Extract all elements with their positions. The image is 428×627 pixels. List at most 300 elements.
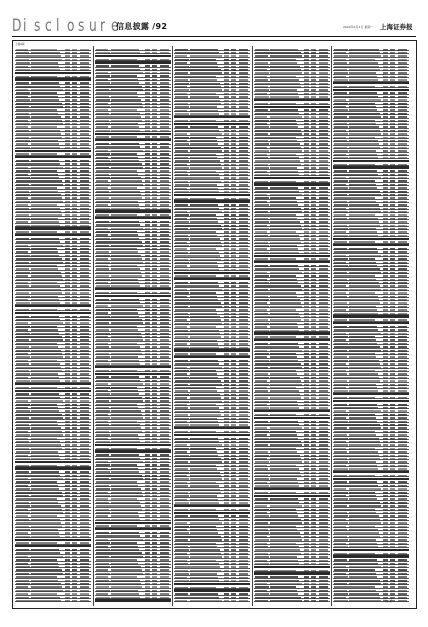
table-cell: [239, 468, 248, 470]
table-cell: [111, 363, 140, 365]
table-cell: [334, 147, 347, 149]
column-divider: [252, 46, 253, 606]
table-cell: [390, 468, 395, 470]
table-cell: [270, 309, 296, 311]
table-cell: [311, 147, 316, 149]
table-cell: [334, 140, 347, 142]
table-cell: [31, 116, 61, 118]
table-cell: [190, 262, 217, 264]
table-cell: [311, 580, 316, 582]
table-cell: [304, 208, 309, 210]
table-cell: [152, 305, 157, 307]
table-cell: [96, 160, 110, 162]
table-cell: [255, 218, 268, 220]
wordmark-letter: i: [23, 16, 27, 36]
table-cell: [16, 353, 28, 355]
table-cell: [111, 509, 142, 511]
table-cell: [239, 292, 248, 294]
table-cell: [72, 194, 77, 196]
table-cell: [224, 313, 229, 315]
table-cell: [383, 553, 388, 555]
table-cell: [319, 475, 328, 477]
table-cell: [255, 160, 270, 162]
table-cell: [16, 218, 30, 220]
table-cell: [111, 59, 137, 61]
table-cell: [334, 336, 348, 338]
table-cell: [152, 583, 157, 585]
table-cell: [319, 164, 328, 166]
table-cell: [145, 86, 150, 88]
table-cell: [111, 573, 143, 575]
table-cell: [311, 536, 316, 538]
table-cell: [145, 150, 150, 152]
continued-from-label: 上接A版: [15, 43, 25, 46]
table-row-emphasis: [333, 400, 409, 402]
table-cell: [304, 55, 309, 57]
table-cell: [72, 346, 77, 348]
table-cell: [145, 143, 150, 145]
table-cell: [383, 120, 388, 122]
table-cell: [311, 468, 316, 470]
table-cell: [349, 228, 376, 230]
table-cell: [175, 458, 190, 460]
table-cell: [72, 113, 77, 115]
table-cell: [65, 76, 70, 78]
table-cell: [383, 302, 388, 304]
table-cell: [111, 275, 142, 277]
table-cell: [65, 309, 70, 311]
table-cell: [383, 431, 388, 433]
table-cell: [398, 553, 407, 555]
table-cell: [383, 279, 388, 281]
table-cell: [398, 211, 407, 213]
table-cell: [111, 397, 142, 399]
table-cell: [175, 262, 189, 264]
table-cell: [231, 59, 236, 61]
table-cell: [175, 343, 187, 345]
table-cell: [334, 397, 347, 399]
table-cell: [334, 543, 346, 545]
table-cell: [270, 79, 299, 81]
table-cell: [190, 140, 217, 142]
table-cell: [175, 438, 188, 440]
table-cell: [190, 316, 220, 318]
table-cell: [145, 417, 150, 419]
table-cell: [383, 546, 388, 548]
table-cell: [231, 174, 236, 176]
table-cell: [398, 69, 407, 71]
table-cell: [398, 417, 407, 419]
table-cell: [224, 367, 229, 369]
table-cell: [31, 109, 57, 111]
table-cell: [145, 580, 150, 582]
table-cell: [96, 525, 109, 527]
table-cell: [255, 475, 268, 477]
table-cell: [224, 573, 229, 575]
table-cell: [16, 69, 30, 71]
table-cell: [383, 407, 388, 409]
table-cell: [175, 302, 190, 304]
table-cell: [319, 313, 328, 315]
table-cell: [31, 380, 60, 382]
table-cell: [334, 285, 346, 287]
table-cell: [72, 549, 77, 551]
table-cell: [16, 137, 29, 139]
table-cell: [16, 563, 28, 565]
table-cell: [16, 82, 29, 84]
table-cell: [239, 275, 248, 277]
table-cell: [224, 86, 229, 88]
table-cell: [160, 393, 169, 395]
table-cell: [239, 556, 248, 558]
table-cell: [72, 363, 77, 365]
table-cell: [190, 384, 222, 386]
table-cell: [311, 289, 316, 291]
table-cell: [334, 360, 348, 362]
table-cell: [231, 397, 236, 399]
table-cell: [152, 241, 157, 243]
table-cell: [383, 319, 388, 321]
table-cell: [96, 279, 110, 281]
table-cell: [96, 380, 111, 382]
table-cell: [16, 268, 29, 270]
table-cell: [319, 137, 328, 139]
table-cell: [16, 397, 31, 399]
table-cell: [80, 133, 89, 135]
table-cell: [239, 140, 248, 142]
table-cell: [311, 299, 316, 301]
table-cell: [398, 543, 407, 545]
table-cell: [65, 120, 70, 122]
table-cell: [96, 573, 110, 575]
table-cell: [255, 123, 267, 125]
table-cell: [175, 515, 188, 517]
table-cell: [319, 221, 328, 223]
table-cell: [311, 553, 316, 555]
table-cell: [311, 208, 316, 210]
table-cell: [231, 96, 236, 98]
table-cell: [111, 498, 137, 500]
table-cell: [224, 89, 229, 91]
table-cell: [190, 519, 219, 521]
table-cell: [390, 59, 395, 61]
table-cell: [175, 424, 189, 426]
table-cell: [72, 519, 77, 521]
table-cell: [175, 401, 189, 403]
wordmark-letter: r: [100, 16, 106, 36]
table-cell: [349, 113, 380, 115]
table-cell: [270, 458, 301, 460]
table-cell: [65, 481, 70, 483]
table-cell: [239, 174, 248, 176]
table-cell: [152, 350, 157, 352]
table-cell: [111, 72, 143, 74]
table-cell: [111, 532, 139, 534]
table-cell: [160, 481, 169, 483]
table-cell: [398, 505, 407, 507]
table-cell: [270, 313, 299, 315]
table-cell: [349, 458, 380, 460]
table-cell: [190, 587, 216, 589]
table-cell: [311, 529, 316, 531]
table-cell: [304, 228, 309, 230]
table-cell: [224, 55, 229, 57]
table-cell: [175, 316, 189, 318]
table-cell: [304, 248, 309, 250]
table-cell: [398, 265, 407, 267]
table-cell: [160, 488, 169, 490]
table-cell: [145, 59, 150, 61]
table-cell: [65, 505, 70, 507]
table-cell: [270, 228, 302, 230]
table-cell: [65, 238, 70, 240]
table-cell: [111, 255, 141, 257]
table-cell: [398, 120, 407, 122]
table-cell: [111, 424, 140, 426]
table-cell: [145, 333, 150, 335]
table-cell: [145, 282, 150, 284]
table-cell: [65, 410, 70, 412]
table-cell: [239, 103, 248, 105]
table-cell: [31, 126, 57, 128]
table-cell: [31, 329, 58, 331]
table-cell: [72, 272, 77, 274]
table-cell: [152, 495, 157, 497]
table-cell: [311, 367, 316, 369]
table-cell: [383, 414, 388, 416]
table-cell: [231, 231, 236, 233]
table-cell: [160, 434, 169, 436]
table-cell: [72, 498, 77, 500]
table-cell: [72, 431, 77, 433]
table-row-emphasis: [333, 478, 409, 480]
table-column: [15, 46, 91, 606]
table-cell: [16, 245, 28, 247]
table-cell: [255, 62, 268, 64]
table-cell: [145, 586, 150, 588]
table-cell: [152, 103, 157, 105]
table-cell: [398, 99, 407, 101]
table-cell: [16, 76, 29, 78]
table-cell: [231, 499, 236, 501]
table-cell: [398, 147, 407, 149]
table-cell: [231, 553, 236, 555]
table-cell: [398, 62, 407, 64]
table-cell: [31, 576, 57, 578]
table-cell: [152, 285, 157, 287]
table-cell: [224, 171, 229, 173]
table-cell: [383, 268, 388, 270]
table-cell: [311, 164, 316, 166]
table-cell: [304, 171, 309, 173]
table-cell: [398, 313, 407, 315]
table-cell: [270, 472, 300, 474]
table-cell: [383, 143, 388, 145]
table-cell: [160, 407, 169, 409]
table-cell: [255, 373, 268, 375]
table-cell: [31, 580, 58, 582]
table-cell: [311, 309, 316, 311]
table-cell: [111, 150, 143, 152]
table-cell: [31, 208, 60, 210]
table-cell: [304, 485, 309, 487]
table-cell: [398, 197, 407, 199]
table-cell: [175, 255, 190, 257]
table-cell: [311, 570, 316, 572]
table-cell: [16, 167, 28, 169]
table-cell: [311, 201, 316, 203]
table-cell: [255, 109, 268, 111]
table-cell: [239, 316, 248, 318]
table-cell: [270, 397, 301, 399]
table-cell: [31, 498, 57, 500]
table-cell: [80, 451, 89, 453]
table-cell: [160, 363, 169, 365]
table-cell: [65, 251, 70, 253]
table-row-emphasis: [174, 349, 250, 351]
table-cell: [311, 377, 316, 379]
table-cell: [390, 458, 395, 460]
table-cell: [239, 113, 248, 115]
table-cell: [304, 313, 309, 315]
table-cell: [349, 123, 376, 125]
table-cell: [224, 309, 229, 311]
table-cell: [224, 411, 229, 413]
table-cell: [383, 187, 388, 189]
table-cell: [239, 421, 248, 423]
table-cell: [152, 363, 157, 365]
table-cell: [111, 583, 141, 585]
table-cell: [190, 228, 222, 230]
table-cell: [270, 563, 299, 565]
table-cell: [270, 201, 297, 203]
table-cell: [390, 197, 395, 199]
table-cell: [334, 431, 349, 433]
table-cell: [349, 268, 380, 270]
table-cell: [319, 120, 328, 122]
table-cell: [383, 69, 388, 71]
table-cell: [224, 228, 229, 230]
table-cell: [175, 143, 189, 145]
table-row-emphasis: [174, 512, 250, 514]
table-cell: [65, 404, 70, 406]
table-cell: [72, 255, 77, 257]
table-cell: [111, 580, 140, 582]
table-cell: [160, 546, 169, 548]
table-cell: [160, 424, 169, 426]
table-cell: [152, 265, 157, 267]
table-cell: [72, 471, 77, 473]
table-cell: [72, 583, 77, 585]
table-cell: [80, 106, 89, 108]
table-cell: [334, 170, 347, 172]
table-cell: [175, 265, 187, 267]
table-cell: [398, 410, 407, 412]
table-cell: [152, 238, 157, 240]
table-cell: [31, 238, 59, 240]
table-cell: [65, 174, 70, 176]
table-cell: [160, 370, 169, 372]
table-cell: [304, 167, 309, 169]
table-cell: [231, 532, 236, 534]
table-cell: [304, 116, 309, 118]
table-cell: [390, 302, 395, 304]
table-cell: [304, 370, 309, 372]
table-cell: [16, 296, 30, 298]
table-cell: [334, 137, 346, 139]
table-cell: [349, 143, 379, 145]
table-cell: [145, 116, 150, 118]
table-cell: [31, 387, 57, 389]
table-cell: [311, 397, 316, 399]
table-cell: [175, 49, 188, 51]
table-cell: [190, 441, 219, 443]
table-cell: [383, 343, 388, 345]
table-cell: [175, 414, 188, 416]
table-cell: [96, 590, 110, 592]
table-cell: [31, 350, 61, 352]
table-cell: [255, 76, 267, 78]
table-cell: [145, 427, 150, 429]
table-cell: [270, 515, 298, 517]
table-cell: [190, 465, 216, 467]
table-cell: [160, 556, 169, 558]
table-cell: [319, 407, 328, 409]
table-cell: [383, 275, 388, 277]
table-cell: [72, 448, 77, 450]
table-cell: [255, 72, 269, 74]
table-cell: [31, 417, 63, 419]
table-cell: [80, 434, 89, 436]
table-cell: [304, 319, 309, 321]
table-cell: [72, 69, 77, 71]
table-cell: [96, 498, 108, 500]
table-cell: [311, 109, 316, 111]
table-cell: [72, 116, 77, 118]
table-cell: [311, 272, 316, 274]
table-cell: [72, 552, 77, 554]
table-cell: [152, 390, 157, 392]
table-cell: [334, 343, 348, 345]
table-cell: [304, 123, 309, 125]
table-cell: [175, 154, 190, 156]
table-cell: [349, 248, 377, 250]
table-cell: [160, 576, 169, 578]
table-cell: [31, 434, 63, 436]
table-cell: [334, 458, 347, 460]
table-row: [15, 599, 91, 602]
table-cell: [270, 302, 301, 304]
table-cell: [390, 414, 395, 416]
table-cell: [334, 444, 348, 446]
table-cell: [334, 272, 347, 274]
table-cell: [383, 55, 388, 57]
table-cell: [175, 89, 189, 91]
table-cell: [72, 140, 77, 142]
table-cell: [334, 580, 349, 582]
table-cell: [31, 600, 61, 602]
table-cell: [31, 170, 57, 172]
table-cell: [16, 106, 29, 108]
table-cell: [145, 99, 150, 101]
table-cell: [255, 113, 270, 115]
table-cell: [145, 458, 150, 460]
table-cell: [398, 583, 407, 585]
table-cell: [31, 130, 60, 132]
table-cell: [231, 377, 236, 379]
section-title: 信息披露 /92: [116, 22, 168, 31]
table-cell: [160, 431, 169, 433]
